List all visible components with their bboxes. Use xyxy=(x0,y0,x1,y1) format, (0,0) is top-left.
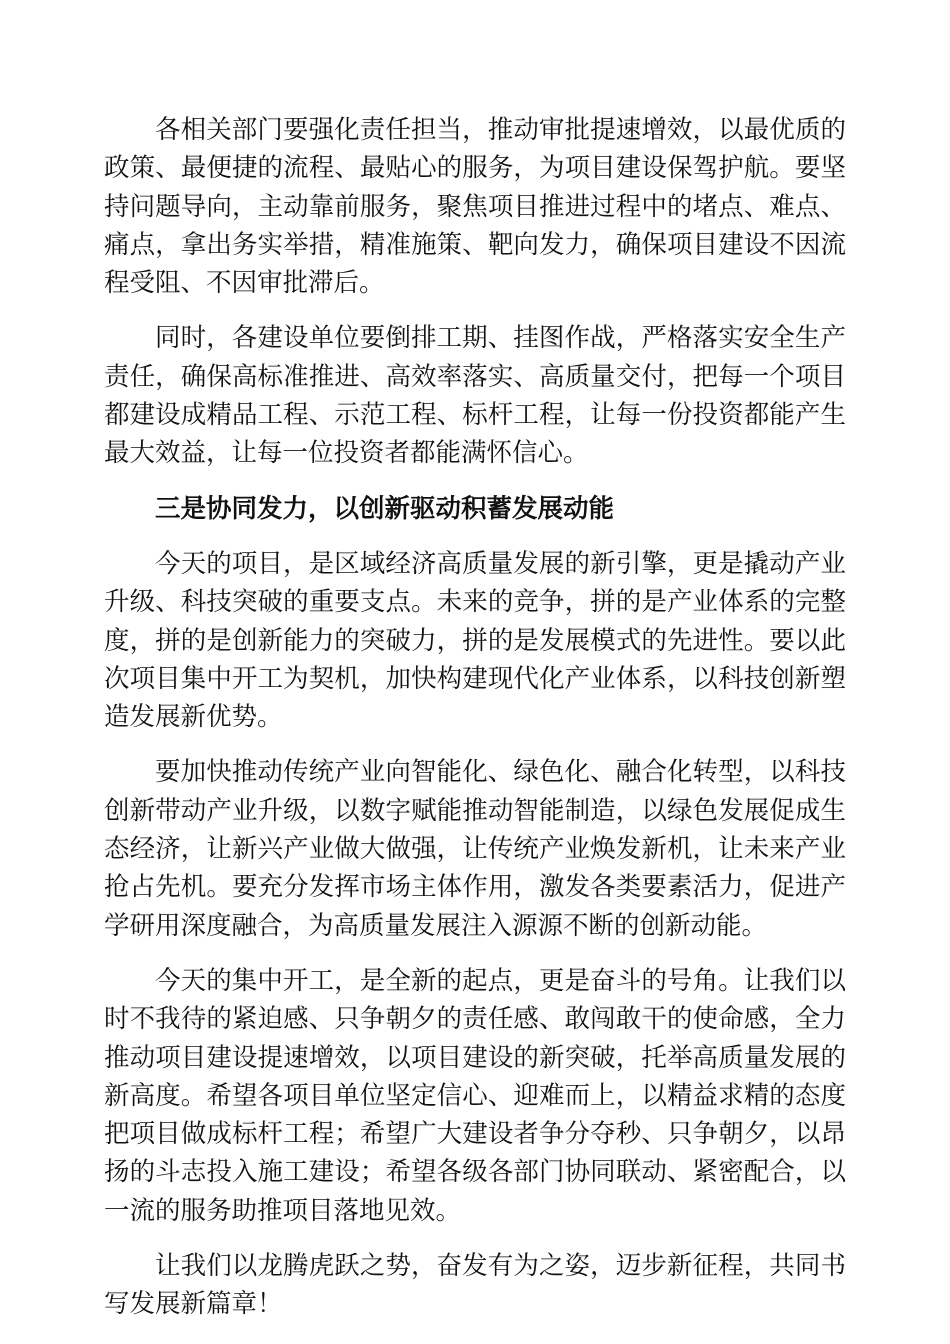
paragraph-starting-point: 今天的集中开工，是全新的起点，更是奋斗的号角。让我们以时不我待的紧迫感、只争朝夕的责任感、敢闯敢干的使命感，全力推动项目建设提速增效，以项目建设的新突破，托举高质量发展的新高度。希望各项目单位坚定信心、迎难而上，以精益求精的态度把项目做成标杆工程；希望广大建设者争分夺秒、只争朝夕，以昂扬的斗志投入施工建设；希望各级各部门协同联动、紧密配合，以一流的服务助推项目落地见效。 xyxy=(104,965,846,1226)
paragraph-industry-transformation: 要加快推动传统产业向智能化、绿色化、融合化转型，以科技创新带动产业升级，以数字赋能推动智能制造，以绿色发展促成生态经济，让新兴产业做大做强，让传统产业焕发新机，让未来产业抢占先机。要充分发挥市场主体作用，激发各类要素活力，促进产学研用深度融合，为高质量发展注入源源不断的创新动能。 xyxy=(104,757,846,941)
paragraph-construction-units: 同时，各建设单位要倒排工期、挂图作战，严格落实安全生产责任，确保高标准推进、高效率落实、高质量交付，把每一个项目都建设成精品工程、示范工程、标杆工程，让每一份投资都能产生最大效益，让每一位投资者都能满怀信心。 xyxy=(104,323,846,469)
section-heading: 三是协同发力，以创新驱动积蓄发展动能 xyxy=(155,493,615,524)
paragraph-responsibility: 各相关部门要强化责任担当，推动审批提速增效，以最优质的政策、最便捷的流程、最贴心的服务，为项目建设保驾护航。要坚持问题导向，主动靠前服务，聚焦项目推进过程中的堵点、难点、痛点，拿出务实举措，精准施策、靶向发力，确保项目建设不因流程受阻、不因审批滞后。 xyxy=(104,115,846,299)
paragraph-closing: 让我们以龙腾虎跃之势，奋发有为之姿，迈步新征程，共同书写发展新篇章！ xyxy=(104,1251,846,1320)
paragraph-innovation-engine: 今天的项目，是区域经济高质量发展的新引擎，更是撬动产业升级、科技突破的重要支点。未来的竞争，拼的是产业体系的完整度，拼的是创新能力的突破力，拼的是发展模式的先进性。要以此次项目集中开工为契机，加快构建现代化产业体系，以科技创新塑造发展新优势。 xyxy=(104,548,846,733)
document-body xyxy=(104,111,846,1341)
